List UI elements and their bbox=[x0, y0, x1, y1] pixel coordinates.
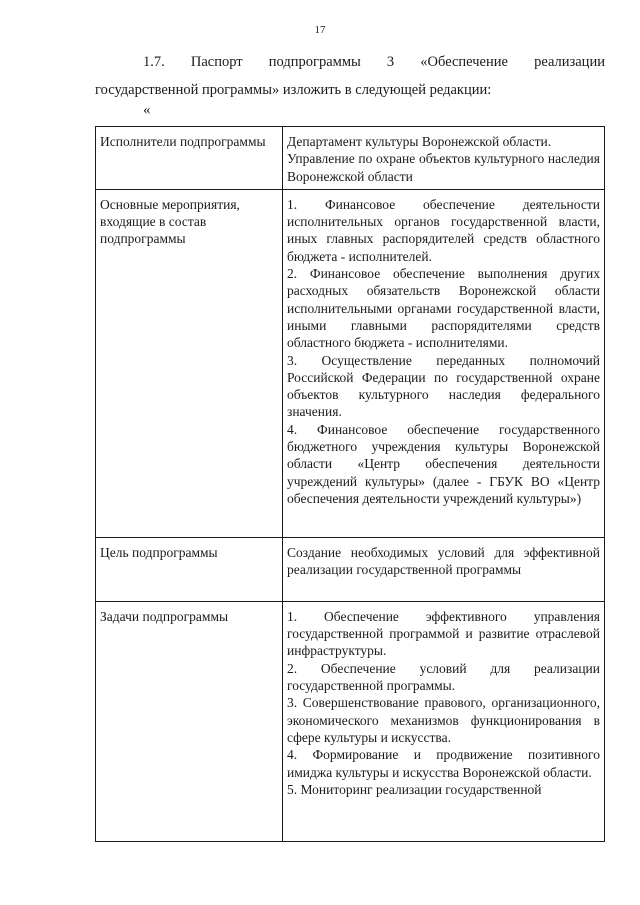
row-content bbox=[283, 127, 605, 190]
content-paragraph: 2. Финансовое обеспечение выполнения других расходных обязательств Воронежской области исполнительными органами государственной власти, иными главными распорядителями средств областного бюджета - исполнителями. bbox=[287, 266, 600, 351]
row-label: Задачи подпрограммы bbox=[96, 601, 283, 841]
intro-line-2: государственной программы» изложить в следующей редакции: bbox=[95, 82, 492, 98]
content-paragraph: 5. Мониторинг реализации государственной bbox=[287, 781, 542, 797]
intro-paragraph bbox=[95, 48, 605, 104]
opening-quote-mark: « bbox=[143, 102, 151, 118]
content-paragraph: 2. Обеспечение условий для реализации государственной программы. bbox=[287, 660, 600, 694]
content-paragraph: 1. Обеспечение эффективного управления государственной программой и развитие отраслевой инфраструктуры. bbox=[287, 608, 600, 659]
row-label: Исполнители подпрограммы bbox=[96, 127, 283, 190]
content-paragraph: Департамент культуры Воронежской области. bbox=[287, 134, 552, 149]
table-row bbox=[96, 601, 605, 841]
content-paragraph: 4. Финансовое обеспечение государственного бюджетного учреждения культуры Воронежской области «Центр обеспечения деятельности учреждений культуры» (далее - ГБУК ВО «Центр обеспечения деятельности учреждений культуры») bbox=[287, 421, 600, 506]
row-label: Цель подпрограммы bbox=[96, 537, 283, 601]
row-content bbox=[283, 537, 605, 601]
content-paragraph: Управление по охране объектов культурного наследия Воронежской области bbox=[287, 151, 600, 184]
intro-line-1 bbox=[95, 48, 605, 76]
row-content bbox=[283, 601, 605, 841]
content-paragraph: Создание необходимых условий для эффективной реализации государственной программы bbox=[287, 544, 600, 578]
subprogram-passport-table bbox=[95, 126, 605, 842]
page-number: 17 bbox=[314, 24, 326, 36]
content-paragraph: 4. Формирование и продвижение позитивного имиджа культуры и искусства Воронежской области. bbox=[287, 747, 600, 780]
row-label: Основные мероприятия, входящие в состав подпрограммы bbox=[96, 189, 283, 537]
intro-word: 3 bbox=[386, 54, 395, 70]
table-row bbox=[96, 189, 605, 537]
content-paragraph: 3. Осуществление переданных полномочий Российской Федерации по государственной охране объектов культурного наследия федерального значения. bbox=[287, 352, 600, 420]
content-paragraph: 3. Совершенствование правового, организационного, экономического механизмов функционирования в сфере культуры и искусства. bbox=[287, 695, 600, 745]
row-content bbox=[283, 189, 605, 537]
intro-word: «Обеспечение bbox=[420, 54, 508, 70]
content-paragraph: 1. Финансовое обеспечение деятельности исполнительных органов государственной власти, иных главных распорядителей средств областного бюджета - исполнителей. bbox=[287, 196, 600, 264]
intro-word: 1.7. bbox=[143, 54, 165, 70]
table-row bbox=[96, 127, 605, 190]
table-row bbox=[96, 537, 605, 601]
intro-word: реализации bbox=[534, 54, 605, 70]
intro-word: подпрограммы bbox=[268, 54, 361, 70]
intro-word: Паспорт bbox=[190, 54, 243, 70]
